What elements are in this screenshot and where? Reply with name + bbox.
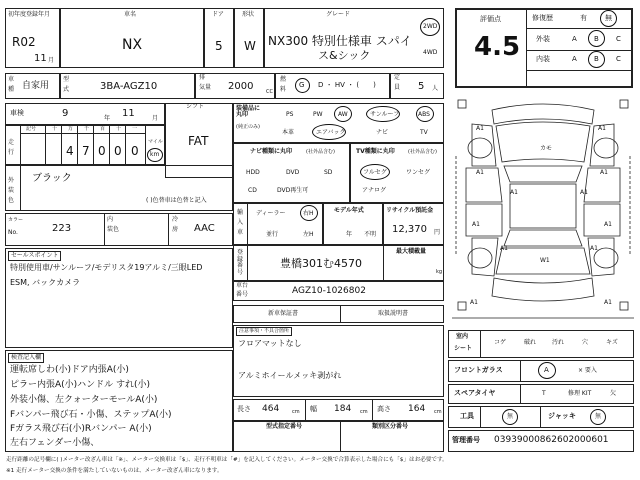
mileage-d4: 0 <box>114 144 122 158</box>
color-no-label-1: カラー <box>8 217 24 223</box>
max-load-unit: kg <box>436 269 443 275</box>
control-label: 管理番号 <box>452 436 480 444</box>
cn-d1 <box>104 213 105 246</box>
md-6 <box>125 125 126 165</box>
reg-value: 豊橋301む4570 <box>280 257 362 270</box>
sales-point-line1: 特別使用車/サンルーフ/モデリスタ19アルミ/三眼LED <box>10 263 203 272</box>
rating-h3 <box>526 70 633 71</box>
color-div <box>20 165 21 211</box>
tools-box <box>448 406 634 428</box>
eq-pw: PW <box>313 111 323 118</box>
int-c: C <box>616 55 621 63</box>
import-parallel: 並行 <box>266 231 279 238</box>
model-year-label: モデル年式 <box>334 207 364 214</box>
navi-hdd: HDD <box>246 169 260 176</box>
notes-label: 注意事項・不具合箇所 <box>236 327 292 336</box>
recycle-unit: 円 <box>434 229 441 236</box>
fuel-g: G <box>299 81 305 89</box>
recycle-label: リサイクル預託金 <box>386 207 434 214</box>
grade-label: グレード <box>326 11 351 18</box>
import-label-2: 入 <box>237 219 244 226</box>
mark-rear-a1: A1 <box>470 299 478 306</box>
import-label-3: 車 <box>237 229 244 236</box>
inspector-line-0: 運転席しわ(小)ドア内張A(小) <box>10 365 129 375</box>
spare-missing: 欠 <box>610 390 617 397</box>
rating-divider <box>526 8 527 88</box>
mileage-d2: 7 <box>82 144 90 158</box>
tools-div2 <box>540 406 541 428</box>
shape-label: 形状 <box>242 11 255 18</box>
color-label-1: 外 <box>8 177 15 184</box>
tv-fullseg: フルセグ <box>363 169 387 176</box>
ac-value: AAC <box>194 223 215 234</box>
inspector-line-2: 外装小傷、左クォーターモールA(小) <box>10 395 158 405</box>
mileage-d3: 0 <box>98 144 106 158</box>
import-right-h: 右H <box>303 210 314 217</box>
ext-b: B <box>594 35 599 43</box>
mark-rear-a1-r: A1 <box>604 299 612 306</box>
cap-label-1: 定 <box>394 74 401 81</box>
inspector-line-1: ピラー内張A(小)ハンドル すれ(小) <box>10 380 151 390</box>
first-reg-month: 11 <box>34 53 47 64</box>
reg-label: 登録番号 <box>237 249 244 276</box>
first-reg-label: 初年度登録年月 <box>8 11 51 18</box>
color-no-label-2: No. <box>8 229 18 236</box>
inspection-month: 11 <box>122 108 135 119</box>
navi-sub: (社外品含む) <box>306 149 335 155</box>
st-div <box>520 384 521 404</box>
footer-line2: ※1 走行メーター交換の条件を満たしていないものは、メーター改ざん車になります。 <box>6 468 223 474</box>
mark-a1-rear-r: A1 <box>590 245 598 252</box>
tv-analog: アナログ <box>362 187 387 194</box>
eq-abs: ABS <box>418 111 430 118</box>
md-3 <box>77 125 78 165</box>
is-item-3: 穴 <box>582 339 589 346</box>
warranty-manual: 取扱説明書 <box>378 310 409 317</box>
warranty-new: 新車保証書 <box>268 310 299 317</box>
model-value: 3BA-AGZ10 <box>100 81 158 92</box>
tools-div1 <box>480 406 481 428</box>
mh-3: 百 <box>100 126 106 132</box>
int-b: B <box>594 55 599 63</box>
inspection-label: 車検 <box>10 109 24 117</box>
footer-line1: 走行距離の記号欄に( )メーター改ざん車は「※」、メーター交換車は「$」、走行不明車は「#」を記入してください。メーター交換で合算表示した場合にも「$」はお必要です。 <box>6 457 448 463</box>
model-year-unknown: 不明 <box>364 231 377 238</box>
model-label-1: 型 <box>63 76 70 83</box>
color-note: ( )色替車は色替と記入 <box>146 197 207 204</box>
interior-label: 内装 <box>536 55 550 63</box>
cap-unit: 人 <box>432 85 439 92</box>
navi-dvd: DVD <box>286 169 300 176</box>
mark-w1: W1 <box>540 257 550 264</box>
reg-div1 <box>247 245 248 281</box>
inspection-year-unit: 年 <box>104 115 111 122</box>
doors-value: 5 <box>215 39 223 53</box>
mark-a1-left-mid: A1 <box>476 169 484 176</box>
is-item-0: コゲ <box>494 339 507 346</box>
grade-line2: ス&シック <box>318 49 371 62</box>
is-item-2: 汚れ <box>552 339 565 346</box>
designation-label-2: 類別区分番号 <box>372 423 409 430</box>
is-item-1: 破れ <box>524 339 537 346</box>
sales-point-line2: ESM, バックカメラ <box>10 278 81 287</box>
color-label-2: 装 <box>8 187 15 194</box>
md-5 <box>109 125 110 165</box>
exterior-label: 外装 <box>536 35 550 43</box>
model-label-2: 式 <box>63 86 70 93</box>
height-value: 164 <box>408 404 426 414</box>
mark-a1-center: A1 <box>510 189 518 196</box>
disp-label-2: 気量 <box>199 84 212 91</box>
mark-a1-rear: A1 <box>500 245 508 252</box>
sales-point-label: セールスポイント <box>8 251 61 261</box>
tv-label: TV種類に丸印 <box>356 148 395 155</box>
interior-sheet-label-1: 室内 <box>456 333 469 340</box>
tv-oneseg: ワンセグ <box>406 169 431 176</box>
equipment-label: 装備品に 丸印 <box>236 105 261 118</box>
front-glass-x: × 要入 <box>578 367 597 374</box>
width-unit: cm <box>360 409 368 415</box>
eq-sunroof: サンルーフ <box>370 111 400 118</box>
first-reg-year: R02 <box>12 35 36 49</box>
eq-tv: TV <box>420 129 428 136</box>
2wd-label: 2WD <box>423 23 438 30</box>
shift-value: FAT <box>188 134 209 148</box>
warranty-box <box>233 305 444 323</box>
car-name: NX <box>122 37 143 53</box>
navi-sd: SD <box>324 169 333 176</box>
designation-box <box>233 421 444 452</box>
disp-value: 2000 <box>228 81 254 92</box>
mark-a1-mid: A1 <box>580 189 588 196</box>
interior-sheet-label-2: シート <box>454 345 473 352</box>
notes-line2: アルミホイールメッキ剥がれ <box>238 371 342 380</box>
fuel-rest: D ・ HV ・ ( ) <box>318 81 376 89</box>
md-1 <box>45 125 46 165</box>
mark-a1-rl: A1 <box>472 221 480 228</box>
mark-a1-rr: A1 <box>604 221 612 228</box>
desig-div <box>340 421 341 452</box>
mileage-label-1: 走 <box>8 139 15 146</box>
width-label: 幅 <box>310 405 317 413</box>
import-dealer: ディーラー <box>256 210 286 217</box>
is-div <box>480 330 481 358</box>
navi-label: ナビ種類に丸印 <box>250 148 293 155</box>
equipment-sub: (純正のみ) <box>236 124 260 130</box>
dim-div2 <box>372 399 373 421</box>
ext-a: A <box>572 35 577 43</box>
md-2 <box>61 125 62 165</box>
shape-value: W <box>244 39 256 53</box>
int-b-circle <box>588 51 605 68</box>
notes-line1: フロアマットなし <box>238 339 302 348</box>
eq-ps: PS <box>286 111 294 118</box>
jack-none: 無 <box>595 413 602 420</box>
usage-label-1: 車 <box>8 76 15 83</box>
spare-t: T <box>542 390 546 397</box>
color-label-3: 色 <box>8 197 15 204</box>
jack-label: ジャッキ <box>548 412 576 420</box>
mileage-d5: 0 <box>131 144 139 158</box>
ac-label-2: 房 <box>172 226 179 233</box>
tools-none: 無 <box>507 413 514 420</box>
warranty-div <box>340 305 341 323</box>
ac-label-1: 冷 <box>172 216 179 223</box>
disp-label-1: 排 <box>199 74 206 81</box>
front-glass-label: フロントガラス <box>454 366 503 374</box>
color-no-value: 223 <box>52 223 72 234</box>
int-color-label-1: 内 <box>107 216 114 223</box>
recycle-value: 12,370 <box>392 224 427 235</box>
inspector-line-5: 左右フェンダー小傷、 <box>10 438 100 448</box>
md-7 <box>145 125 146 165</box>
usage-label-2: 種 <box>8 86 15 93</box>
inspector-line-4: Fガラス飛び石(小)Rバンパー A(小) <box>10 424 152 434</box>
inspection-year: 9 <box>62 108 69 119</box>
chassis-value: AGZ10-1026802 <box>292 286 366 296</box>
usage-value: 自家用 <box>22 81 50 91</box>
cap-label-2: 員 <box>394 84 401 91</box>
mh-2: 千 <box>84 126 90 132</box>
mh-1: 万 <box>68 126 74 132</box>
grade-line1: NX300 特別仕様車 スパイ <box>268 34 412 48</box>
eq-leather: 本革 <box>282 129 295 136</box>
fuel-label-2: 料 <box>280 86 287 93</box>
tv-sub: (社外品含む) <box>408 149 437 155</box>
ext-b-circle <box>588 30 605 47</box>
rating-h1 <box>526 28 633 29</box>
ext-c: C <box>616 35 621 43</box>
mark-a1-fr: A1 <box>598 125 606 132</box>
inspector-line-3: Fバンパー飛び石・小傷、ステップA(小) <box>10 410 172 420</box>
repair-label: 修復歴 <box>532 14 553 22</box>
km-label: km <box>150 151 160 158</box>
reg-div2 <box>383 245 384 281</box>
chassis-label-1: 車台 <box>236 282 249 289</box>
md-4 <box>93 125 94 165</box>
4wd-label: 4WD <box>423 49 438 56</box>
navi-cd: CD <box>248 187 257 194</box>
score-value: 4.5 <box>474 32 521 62</box>
cn-d2 <box>168 213 169 246</box>
mh-4: 十 <box>116 126 122 132</box>
cap-value: 5 <box>418 81 425 92</box>
disp-cc: CC <box>266 89 273 95</box>
fg-div <box>520 360 521 382</box>
import-label-1: 輸 <box>237 209 244 216</box>
mileage-memo-label: 記号 <box>26 126 37 132</box>
fuel-label-1: 燃 <box>280 76 287 83</box>
spare-tire-label: スペアタイヤ <box>454 389 496 397</box>
doors-label: ドア <box>212 11 224 18</box>
height-unit: cm <box>434 409 442 415</box>
shift-label: シフト <box>186 103 205 110</box>
import-left-h: 左H <box>303 231 314 238</box>
spare-kit: 修理 KIT <box>568 390 592 397</box>
control-value: 03939000862602000601 <box>494 435 609 445</box>
color-value: ブラック <box>32 173 72 184</box>
mark-hood: カモ <box>540 145 553 152</box>
repair-no: 無 <box>605 14 612 22</box>
mark-a1-right-mid: A1 <box>600 169 608 176</box>
first-reg-month-unit: 月 <box>48 57 55 64</box>
mileage-d1: 4 <box>66 144 74 158</box>
score-label: 評価点 <box>480 15 501 23</box>
front-glass-a: A <box>544 366 549 374</box>
length-label: 長さ <box>237 405 251 413</box>
navi-dvd-play: DVD再生可 <box>277 187 309 194</box>
dim-div1 <box>305 399 306 421</box>
int-color-label-2: 装色 <box>107 226 120 233</box>
mileage-hdiv <box>20 133 145 134</box>
repair-yes: 有 <box>580 14 587 22</box>
is-item-4: キズ <box>606 339 618 346</box>
mileage-label-2: 行 <box>8 149 15 156</box>
int-a: A <box>572 55 577 63</box>
model-year-unit: 年 <box>346 231 353 238</box>
mark-a1-fl: A1 <box>476 125 484 132</box>
mh-0: 十 <box>52 126 58 132</box>
inspection-month-unit: 月 <box>152 115 159 122</box>
max-load-label: 最大積載量 <box>396 248 427 255</box>
inspection-box <box>5 103 165 125</box>
length-value: 464 <box>262 404 280 414</box>
car-name-label: 車名 <box>124 11 137 18</box>
designation-label-1: 型式指定番号 <box>266 423 303 430</box>
mh-5: 一 <box>132 126 138 132</box>
width-value: 184 <box>334 404 352 414</box>
eq-navi: ナビ <box>376 129 389 136</box>
repair-no-circle <box>600 10 617 27</box>
mile-label: マイル <box>148 139 163 145</box>
mileage-div <box>20 125 21 165</box>
eq-aw: AW <box>338 111 348 118</box>
color-box <box>5 165 233 211</box>
inspector-label: 検査記入欄 <box>8 353 44 363</box>
eq-airbag: エアバック <box>316 129 346 136</box>
height-label: 高さ <box>377 405 391 413</box>
length-unit: cm <box>292 409 300 415</box>
rating-h2 <box>526 50 633 51</box>
tools-label: 工具 <box>460 412 474 420</box>
chassis-label-2: 番号 <box>236 291 249 298</box>
import-div <box>247 203 248 245</box>
